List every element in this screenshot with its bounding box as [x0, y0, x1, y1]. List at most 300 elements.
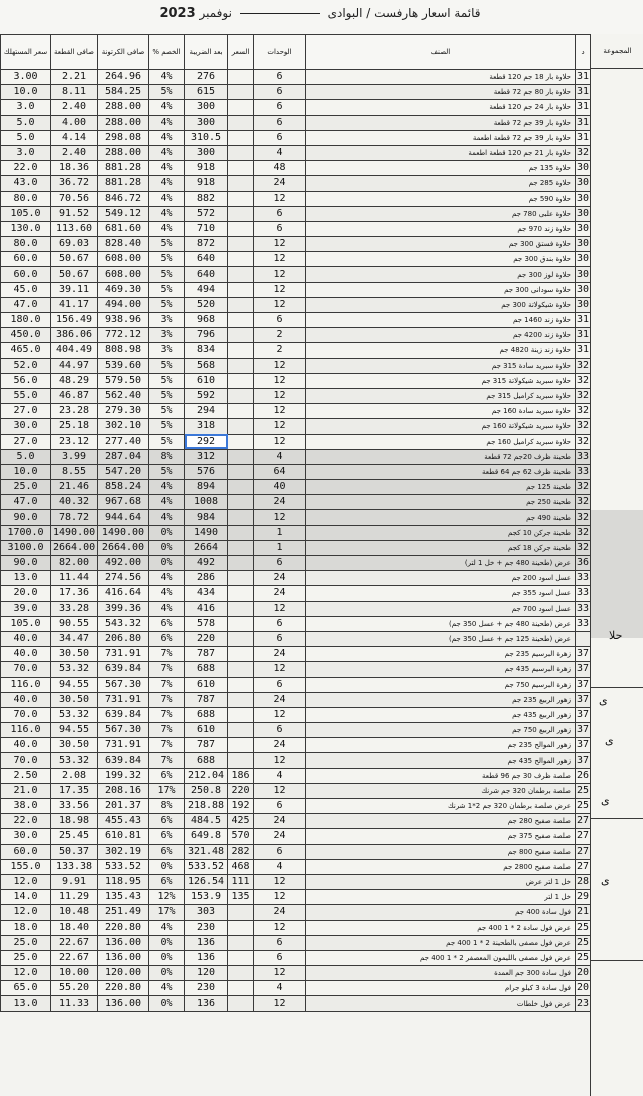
cell-unit-net[interactable]: 78.72	[51, 510, 98, 525]
cell-tax-price[interactable]: 610	[185, 677, 228, 692]
cell-consumer-price[interactable]: 30.0	[1, 829, 51, 844]
cell-item[interactable]: حلاوة سودانى 300 جم	[306, 282, 576, 297]
cell-price[interactable]	[228, 692, 254, 707]
cell-discount[interactable]: 7%	[149, 692, 185, 707]
cell-tax-price[interactable]: 640	[185, 267, 228, 282]
cell-carton-net[interactable]: 136.00	[98, 935, 149, 950]
cell-consumer-price[interactable]: 70.0	[1, 753, 51, 768]
cell-price[interactable]	[228, 738, 254, 753]
cell-discount[interactable]: 0%	[149, 950, 185, 965]
cell-units[interactable]: 12	[254, 252, 306, 267]
cell-units[interactable]: 24	[254, 571, 306, 586]
table-row[interactable]	[1, 495, 591, 510]
cell-item[interactable]: صلصة صفيح 280 جم	[306, 814, 576, 829]
cell-tax-price[interactable]: 250.8	[185, 783, 228, 798]
cell-units[interactable]: 12	[254, 996, 306, 1011]
cell-units[interactable]: 4	[254, 981, 306, 996]
cell-code[interactable]: 31	[576, 100, 591, 115]
cell-tax-price[interactable]: 434	[185, 586, 228, 601]
cell-tax-price[interactable]: 918	[185, 161, 228, 176]
cell-code[interactable]: 23	[576, 996, 591, 1011]
cell-price[interactable]: 570	[228, 829, 254, 844]
cell-carton-net[interactable]: 492.00	[98, 556, 149, 571]
cell-units[interactable]: 24	[254, 495, 306, 510]
cell-price[interactable]	[228, 176, 254, 191]
cell-discount[interactable]: 4%	[149, 510, 185, 525]
cell-item[interactable]: عرض صلصة برطمان 320 جم 2*1 شرنك	[306, 799, 576, 814]
cell-tax-price[interactable]: 568	[185, 358, 228, 373]
cell-carton-net[interactable]: 135.43	[98, 890, 149, 905]
cell-price[interactable]: 186	[228, 768, 254, 783]
cell-tax-price[interactable]: 212.04	[185, 768, 228, 783]
cell-code[interactable]: 32	[576, 434, 591, 449]
cell-consumer-price[interactable]: 43.0	[1, 176, 51, 191]
cell-discount[interactable]: 4%	[149, 161, 185, 176]
cell-price[interactable]: 192	[228, 799, 254, 814]
cell-consumer-price[interactable]: 14.0	[1, 890, 51, 905]
cell-unit-net[interactable]: 25.45	[51, 829, 98, 844]
table-row[interactable]	[1, 267, 591, 282]
cell-carton-net[interactable]: 455.43	[98, 814, 149, 829]
cell-item[interactable]: طحينة ظرف 20جم 72 قطعة	[306, 449, 576, 464]
cell-consumer-price[interactable]: 1700.0	[1, 525, 51, 540]
cell-units[interactable]: 12	[254, 191, 306, 206]
cell-price[interactable]	[228, 556, 254, 571]
cell-unit-net[interactable]: 386.06	[51, 328, 98, 343]
cell-code[interactable]: 30	[576, 191, 591, 206]
cell-carton-net[interactable]: 881.28	[98, 161, 149, 176]
cell-units[interactable]: 12	[254, 434, 306, 449]
cell-carton-net[interactable]: 846.72	[98, 191, 149, 206]
cell-item[interactable]: طحينة جركن 18 كجم	[306, 540, 576, 555]
cell-units[interactable]: 6	[254, 950, 306, 965]
cell-unit-net[interactable]: 90.55	[51, 616, 98, 631]
cell-consumer-price[interactable]: 180.0	[1, 313, 51, 328]
cell-units[interactable]: 12	[254, 282, 306, 297]
cell-price[interactable]	[228, 950, 254, 965]
cell-consumer-price[interactable]: 12.0	[1, 874, 51, 889]
cell-unit-net[interactable]: 22.67	[51, 935, 98, 950]
cell-item[interactable]: زهور الربيع 435 جم	[306, 707, 576, 722]
cell-unit-net[interactable]: 4.14	[51, 130, 98, 145]
cell-item[interactable]: زهور الربيع 235 جم	[306, 692, 576, 707]
cell-units[interactable]: 6	[254, 556, 306, 571]
cell-discount[interactable]: 7%	[149, 738, 185, 753]
cell-tax-price[interactable]: 492	[185, 556, 228, 571]
cell-units[interactable]: 24	[254, 814, 306, 829]
cell-item[interactable]: خل 1 لتر عرض	[306, 874, 576, 889]
cell-price[interactable]	[228, 540, 254, 555]
cell-units[interactable]: 4	[254, 768, 306, 783]
table-row[interactable]	[1, 874, 591, 889]
cell-consumer-price[interactable]: 90.0	[1, 556, 51, 571]
cell-item[interactable]: طحينة 125 جم	[306, 480, 576, 495]
cell-code[interactable]: 27	[576, 859, 591, 874]
cell-carton-net[interactable]: 469.30	[98, 282, 149, 297]
cell-units[interactable]: 6	[254, 677, 306, 692]
cell-unit-net[interactable]: 23.28	[51, 404, 98, 419]
cell-discount[interactable]: 4%	[149, 920, 185, 935]
cell-discount[interactable]: 4%	[149, 70, 185, 85]
cell-unit-net[interactable]: 17.36	[51, 586, 98, 601]
cell-price[interactable]	[228, 525, 254, 540]
cell-item[interactable]: حلاوة 590 جم	[306, 191, 576, 206]
cell-unit-net[interactable]: 2.40	[51, 145, 98, 160]
cell-unit-net[interactable]: 34.47	[51, 631, 98, 646]
cell-tax-price[interactable]: 592	[185, 388, 228, 403]
cell-units[interactable]: 6	[254, 616, 306, 631]
cell-discount[interactable]: 4%	[149, 191, 185, 206]
cell-consumer-price[interactable]: 47.0	[1, 297, 51, 312]
cell-code[interactable]: 37	[576, 753, 591, 768]
cell-carton-net[interactable]: 549.12	[98, 206, 149, 221]
cell-units[interactable]: 64	[254, 464, 306, 479]
cell-item[interactable]: طحينة 490 جم	[306, 510, 576, 525]
cell-code[interactable]: 32	[576, 419, 591, 434]
cell-unit-net[interactable]: 11.44	[51, 571, 98, 586]
cell-carton-net[interactable]: 118.95	[98, 874, 149, 889]
cell-units[interactable]: 12	[254, 373, 306, 388]
cell-tax-price[interactable]: 688	[185, 662, 228, 677]
cell-item[interactable]: خل 1 لتر	[306, 890, 576, 905]
cell-carton-net[interactable]: 828.40	[98, 237, 149, 252]
cell-tax-price[interactable]: 872	[185, 237, 228, 252]
cell-discount[interactable]: 0%	[149, 935, 185, 950]
table-row[interactable]	[1, 631, 591, 646]
cell-item[interactable]: حلاوة بار 24 جم 120 قطعة	[306, 100, 576, 115]
cell-tax-price[interactable]: 918	[185, 176, 228, 191]
cell-item[interactable]: حلاوة سبريد شيكولاتة 160 جم	[306, 419, 576, 434]
cell-code[interactable]: 37	[576, 647, 591, 662]
cell-price[interactable]	[228, 631, 254, 646]
cell-carton-net[interactable]: 547.20	[98, 464, 149, 479]
cell-consumer-price[interactable]: 40.0	[1, 647, 51, 662]
table-row[interactable]	[1, 388, 591, 403]
cell-unit-net[interactable]: 1490.00	[51, 525, 98, 540]
cell-price[interactable]	[228, 70, 254, 85]
cell-units[interactable]: 12	[254, 890, 306, 905]
cell-tax-price[interactable]: 484.5	[185, 814, 228, 829]
cell-discount[interactable]: 7%	[149, 753, 185, 768]
cell-item[interactable]: زهرة البرسيم 435 جم	[306, 662, 576, 677]
table-row[interactable]	[1, 464, 591, 479]
cell-units[interactable]: 12	[254, 358, 306, 373]
cell-carton-net[interactable]: 220.80	[98, 920, 149, 935]
cell-carton-net[interactable]: 967.68	[98, 495, 149, 510]
cell-unit-net[interactable]: 11.33	[51, 996, 98, 1011]
table-row[interactable]	[1, 206, 591, 221]
cell-code[interactable]: 32	[576, 404, 591, 419]
cell-units[interactable]: 6	[254, 723, 306, 738]
header-group[interactable]: المجموعة	[591, 34, 643, 69]
cell-item[interactable]: حلاوة علبى 780 جم	[306, 206, 576, 221]
cell-discount[interactable]: 5%	[149, 237, 185, 252]
cell-item[interactable]: عرض (طحينة 480 جم + خل 1 لتر)	[306, 556, 576, 571]
cell-tax-price[interactable]: 312	[185, 449, 228, 464]
cell-discount[interactable]: 7%	[149, 662, 185, 677]
cell-units[interactable]: 12	[254, 662, 306, 677]
table-row[interactable]	[1, 890, 591, 905]
cell-consumer-price[interactable]: 80.0	[1, 191, 51, 206]
cell-units[interactable]: 6	[254, 70, 306, 85]
cell-code[interactable]: 25	[576, 783, 591, 798]
cell-code[interactable]: 36	[576, 556, 591, 571]
cell-code[interactable]: 37	[576, 723, 591, 738]
cell-carton-net[interactable]: 199.32	[98, 768, 149, 783]
cell-consumer-price[interactable]: 25.0	[1, 935, 51, 950]
cell-consumer-price[interactable]: 3.00	[1, 70, 51, 85]
cell-price[interactable]	[228, 905, 254, 920]
cell-consumer-price[interactable]: 450.0	[1, 328, 51, 343]
cell-item[interactable]: عرض فول مصفى بالليمون المعصفر 2 * 1 400 جم	[306, 950, 576, 965]
cell-unit-net[interactable]: 70.56	[51, 191, 98, 206]
cell-code[interactable]: 32	[576, 373, 591, 388]
cell-units[interactable]: 24	[254, 647, 306, 662]
cell-consumer-price[interactable]: 55.0	[1, 388, 51, 403]
cell-price[interactable]	[228, 480, 254, 495]
cell-price[interactable]	[228, 434, 254, 449]
cell-item[interactable]: صلصة صفيح 800 جم	[306, 844, 576, 859]
cell-tax-price[interactable]: 276	[185, 70, 228, 85]
cell-units[interactable]: 12	[254, 920, 306, 935]
cell-unit-net[interactable]: 50.67	[51, 252, 98, 267]
cell-code[interactable]: 32	[576, 510, 591, 525]
table-row[interactable]	[1, 85, 591, 100]
table-row[interactable]	[1, 297, 591, 312]
cell-consumer-price[interactable]: 5.0	[1, 449, 51, 464]
cell-units[interactable]: 2	[254, 328, 306, 343]
cell-tax-price[interactable]: 796	[185, 328, 228, 343]
cell-units[interactable]: 12	[254, 404, 306, 419]
cell-units[interactable]: 24	[254, 829, 306, 844]
cell-consumer-price[interactable]: 25.0	[1, 480, 51, 495]
cell-unit-net[interactable]: 30.50	[51, 647, 98, 662]
cell-discount[interactable]: 4%	[149, 176, 185, 191]
table-row[interactable]	[1, 905, 591, 920]
cell-carton-net[interactable]: 608.00	[98, 267, 149, 282]
cell-code[interactable]: 33	[576, 449, 591, 464]
cell-discount[interactable]: 4%	[149, 981, 185, 996]
cell-code[interactable]: 26	[576, 768, 591, 783]
cell-item[interactable]: حلاوة زند 970 جم	[306, 221, 576, 236]
cell-carton-net[interactable]: 1490.00	[98, 525, 149, 540]
cell-code[interactable]: 37	[576, 738, 591, 753]
cell-price[interactable]: 111	[228, 874, 254, 889]
cell-carton-net[interactable]: 201.37	[98, 799, 149, 814]
cell-tax-price[interactable]: 303	[185, 905, 228, 920]
cell-carton-net[interactable]: 681.60	[98, 221, 149, 236]
cell-units[interactable]: 4	[254, 145, 306, 160]
cell-price[interactable]	[228, 252, 254, 267]
cell-price[interactable]	[228, 677, 254, 692]
cell-unit-net[interactable]: 2.40	[51, 100, 98, 115]
cell-carton-net[interactable]: 274.56	[98, 571, 149, 586]
cell-item[interactable]: حلاوة سبريد كراميل 160 جم	[306, 434, 576, 449]
cell-discount[interactable]: 5%	[149, 358, 185, 373]
cell-discount[interactable]: 5%	[149, 373, 185, 388]
cell-price[interactable]	[228, 996, 254, 1011]
cell-item[interactable]: حلاوة 135 جم	[306, 161, 576, 176]
cell-discount[interactable]: 7%	[149, 677, 185, 692]
cell-code[interactable]: 28	[576, 874, 591, 889]
cell-unit-net[interactable]: 156.49	[51, 313, 98, 328]
cell-consumer-price[interactable]: 155.0	[1, 859, 51, 874]
cell-units[interactable]: 6	[254, 115, 306, 130]
cell-carton-net[interactable]: 539.60	[98, 358, 149, 373]
cell-code[interactable]: 29	[576, 890, 591, 905]
cell-item[interactable]: حلاوة سبريد سادة 160 جم	[306, 404, 576, 419]
cell-consumer-price[interactable]: 105.0	[1, 616, 51, 631]
cell-price[interactable]	[228, 647, 254, 662]
cell-code[interactable]	[576, 631, 591, 646]
cell-units[interactable]: 12	[254, 297, 306, 312]
cell-code[interactable]: 33	[576, 616, 591, 631]
cell-consumer-price[interactable]: 20.0	[1, 586, 51, 601]
table-row[interactable]	[1, 176, 591, 191]
cell-tax-price[interactable]: 230	[185, 981, 228, 996]
cell-carton-net[interactable]: 881.28	[98, 176, 149, 191]
table-row[interactable]	[1, 814, 591, 829]
cell-item[interactable]: عرض فول سادة 2 * 1 400 جم	[306, 920, 576, 935]
cell-item[interactable]: عسل اسود 700 جم	[306, 601, 576, 616]
cell-tax-price[interactable]: 416	[185, 601, 228, 616]
cell-consumer-price[interactable]: 60.0	[1, 252, 51, 267]
cell-unit-net[interactable]: 2.21	[51, 70, 98, 85]
cell-tax-price[interactable]: 126.54	[185, 874, 228, 889]
cell-tax-price[interactable]: 834	[185, 343, 228, 358]
cell-item[interactable]: صلصة برطمان 320 جم شرنك	[306, 783, 576, 798]
cell-tax-price[interactable]: 230	[185, 920, 228, 935]
cell-units[interactable]: 24	[254, 738, 306, 753]
cell-unit-net[interactable]: 91.52	[51, 206, 98, 221]
cell-discount[interactable]: 4%	[149, 586, 185, 601]
cell-price[interactable]: 468	[228, 859, 254, 874]
cell-discount[interactable]: 0%	[149, 525, 185, 540]
table-row[interactable]	[1, 707, 591, 722]
cell-tax-price[interactable]: 882	[185, 191, 228, 206]
cell-carton-net[interactable]: 288.00	[98, 100, 149, 115]
table-row[interactable]	[1, 768, 591, 783]
cell-carton-net[interactable]: 136.00	[98, 950, 149, 965]
cell-price[interactable]	[228, 571, 254, 586]
cell-units[interactable]: 6	[254, 799, 306, 814]
cell-carton-net[interactable]: 288.00	[98, 145, 149, 160]
cell-price[interactable]: 135	[228, 890, 254, 905]
cell-price[interactable]	[228, 328, 254, 343]
cell-carton-net[interactable]: 533.52	[98, 859, 149, 874]
cell-units[interactable]: 6	[254, 631, 306, 646]
cell-units[interactable]: 12	[254, 419, 306, 434]
cell-item[interactable]: طحينة جركن 10 كجم	[306, 525, 576, 540]
cell-discount[interactable]: 7%	[149, 647, 185, 662]
cell-units[interactable]: 12	[254, 601, 306, 616]
cell-tax-price[interactable]: 787	[185, 692, 228, 707]
table-row[interactable]	[1, 161, 591, 176]
table-row[interactable]	[1, 920, 591, 935]
table-row[interactable]	[1, 449, 591, 464]
cell-unit-net[interactable]: 33.56	[51, 799, 98, 814]
cell-price[interactable]	[228, 464, 254, 479]
table-row[interactable]	[1, 525, 591, 540]
cell-consumer-price[interactable]: 12.0	[1, 905, 51, 920]
cell-unit-net[interactable]: 2.08	[51, 768, 98, 783]
cell-units[interactable]: 2	[254, 343, 306, 358]
cell-unit-net[interactable]: 46.87	[51, 388, 98, 403]
cell-price[interactable]	[228, 601, 254, 616]
cell-code[interactable]: 37	[576, 692, 591, 707]
cell-code[interactable]: 32	[576, 525, 591, 540]
cell-unit-net[interactable]: 25.18	[51, 419, 98, 434]
cell-consumer-price[interactable]: 25.0	[1, 950, 51, 965]
cell-price[interactable]	[228, 237, 254, 252]
cell-units[interactable]: 12	[254, 267, 306, 282]
cell-discount[interactable]: 6%	[149, 768, 185, 783]
table-row[interactable]	[1, 434, 591, 449]
cell-consumer-price[interactable]: 38.0	[1, 799, 51, 814]
table-row[interactable]	[1, 191, 591, 206]
cell-item[interactable]: طحينة 250 جم	[306, 495, 576, 510]
cell-discount[interactable]: 0%	[149, 540, 185, 555]
cell-tax-price[interactable]: 520	[185, 297, 228, 312]
table-row[interactable]	[1, 829, 591, 844]
cell-units[interactable]: 12	[254, 707, 306, 722]
cell-discount[interactable]: 5%	[149, 388, 185, 403]
cell-unit-net[interactable]: 53.32	[51, 662, 98, 677]
cell-discount[interactable]: 5%	[149, 282, 185, 297]
cell-discount[interactable]: 4%	[149, 571, 185, 586]
cell-consumer-price[interactable]: 47.0	[1, 495, 51, 510]
cell-code[interactable]: 37	[576, 662, 591, 677]
cell-code[interactable]: 33	[576, 586, 591, 601]
cell-price[interactable]	[228, 388, 254, 403]
cell-units[interactable]: 12	[254, 966, 306, 981]
cell-unit-net[interactable]: 9.91	[51, 874, 98, 889]
cell-price[interactable]	[228, 85, 254, 100]
cell-discount[interactable]: 4%	[149, 601, 185, 616]
cell-carton-net[interactable]: 731.91	[98, 738, 149, 753]
header-code[interactable]: د	[576, 35, 591, 70]
cell-discount[interactable]: 4%	[149, 221, 185, 236]
cell-code[interactable]: 20	[576, 966, 591, 981]
cell-discount[interactable]: 8%	[149, 449, 185, 464]
cell-tax-price[interactable]: 533.52	[185, 859, 228, 874]
cell-item[interactable]: طحينة ظرف 62 جم 64 قطعة	[306, 464, 576, 479]
cell-discount[interactable]: 5%	[149, 85, 185, 100]
cell-units[interactable]: 6	[254, 206, 306, 221]
cell-units[interactable]: 12	[254, 388, 306, 403]
cell-item[interactable]: عسل اسود 355 جم	[306, 586, 576, 601]
cell-price[interactable]	[228, 707, 254, 722]
cell-carton-net[interactable]: 220.80	[98, 981, 149, 996]
cell-unit-net[interactable]: 404.49	[51, 343, 98, 358]
cell-carton-net[interactable]: 567.30	[98, 677, 149, 692]
cell-consumer-price[interactable]: 21.0	[1, 783, 51, 798]
cell-units[interactable]: 6	[254, 100, 306, 115]
cell-units[interactable]: 1	[254, 525, 306, 540]
cell-price[interactable]	[228, 206, 254, 221]
cell-discount[interactable]: 5%	[149, 297, 185, 312]
table-row[interactable]	[1, 510, 591, 525]
cell-unit-net[interactable]: 36.72	[51, 176, 98, 191]
cell-unit-net[interactable]: 82.00	[51, 556, 98, 571]
cell-consumer-price[interactable]: 12.0	[1, 966, 51, 981]
cell-units[interactable]: 24	[254, 905, 306, 920]
cell-item[interactable]: حلاوة لوز 300 جم	[306, 267, 576, 282]
cell-code[interactable]: 30	[576, 176, 591, 191]
table-row[interactable]	[1, 738, 591, 753]
cell-discount[interactable]: 5%	[149, 419, 185, 434]
cell-item[interactable]: زهور الربيع 750 جم	[306, 723, 576, 738]
